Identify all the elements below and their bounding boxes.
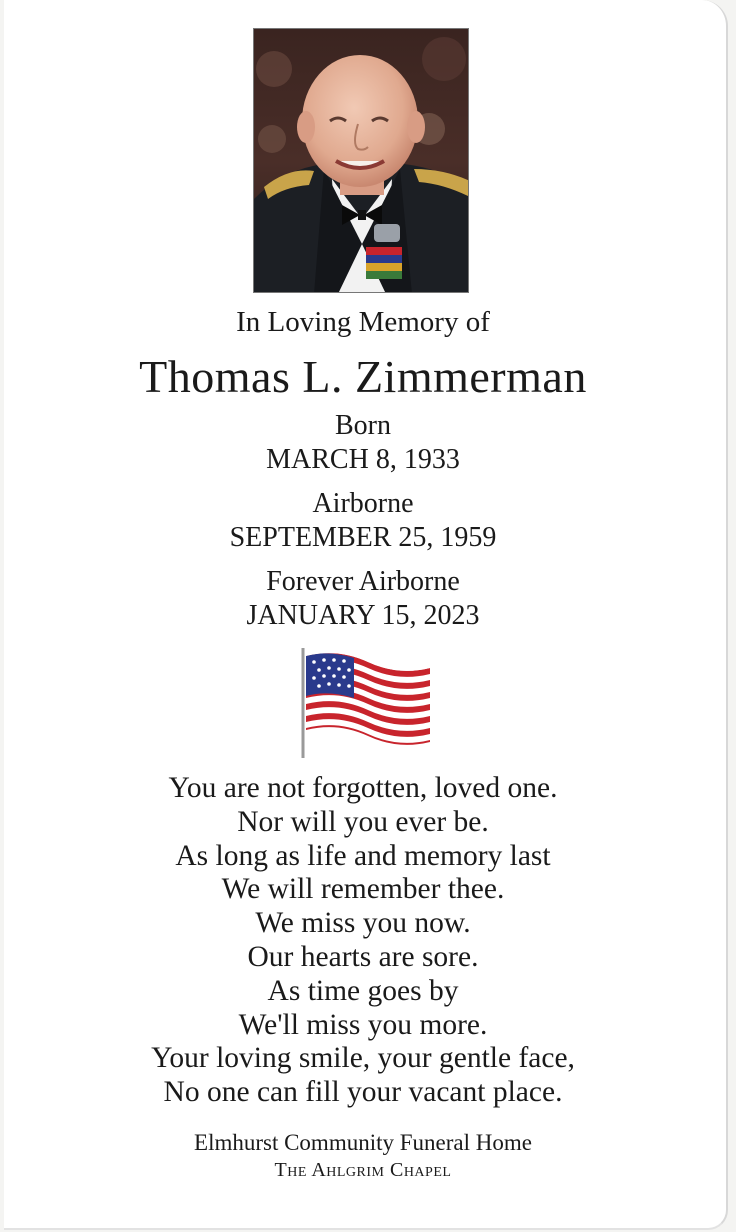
poem-line: No one can fill your vacant place. (163, 1076, 563, 1109)
american-flag-icon (298, 646, 438, 760)
funeral-home-name: Elmhurst Community Funeral Home (194, 1130, 532, 1155)
poem-line: Your loving smile, your gentle face, (151, 1042, 575, 1075)
poem-line: You are not forgotten, loved one. (168, 772, 558, 804)
intro-text: In Loving Memory of (236, 306, 490, 338)
poem-line: We miss you now. (255, 907, 471, 940)
poem-line: Nor will you ever be. (237, 805, 489, 838)
forever-airborne-date: JANUARY 15, 2023 (246, 600, 480, 631)
deceased-name: Thomas L. Zimmerman (139, 351, 587, 402)
chapel-name: The Ahlgrim Chapel (274, 1159, 452, 1181)
poem-line: We will remember thee. (221, 873, 505, 906)
portrait-photo (253, 28, 469, 293)
memorial-poem (0, 772, 726, 1110)
poem-line: As long as life and memory last (175, 839, 551, 872)
airborne-label: Airborne (312, 488, 414, 519)
airborne-date: SEPTEMBER 25, 1959 (229, 522, 497, 553)
forever-airborne-label: Forever Airborne (266, 566, 460, 597)
born-date: MARCH 8, 1933 (266, 444, 460, 475)
poem-line: As time goes by (267, 974, 459, 1007)
born-label: Born (335, 410, 391, 441)
poem-line: We'll miss you more. (238, 1008, 488, 1041)
poem-line: Our hearts are sore. (247, 940, 479, 973)
